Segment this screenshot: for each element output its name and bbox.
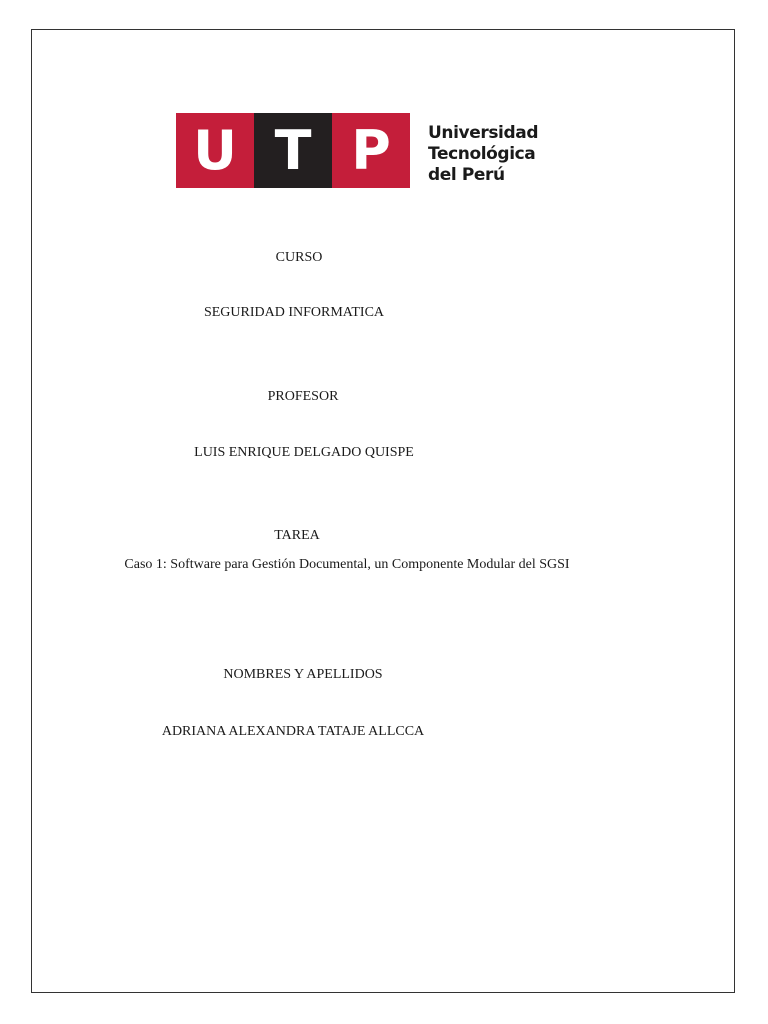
task-label: TAREA [274,528,320,543]
logo-letter-p: P [351,118,391,182]
utp-logo [176,113,539,188]
task-title: Caso 1: Software para Gestión Documental, un Componente Modular del SGSI [124,557,570,572]
logo-box-u [176,113,254,188]
logo-letter-t: T [274,118,312,182]
logo-text-line-2: Tecnológica [428,144,536,164]
student-label: NOMBRES Y APELLIDOS [223,667,383,682]
logo-box-t [254,113,332,188]
professor-name: LUIS ENRIQUE DELGADO QUISPE [194,445,414,460]
professor-label: PROFESOR [267,389,339,404]
course-label: CURSO [275,250,323,265]
logo-letter-u: U [193,118,237,182]
logo-text-line-1: Universidad [428,123,539,143]
logo-text-line-3: del Perú [428,165,505,185]
logo-wordmark [428,123,538,186]
student-name: ADRIANA ALEXANDRA TATAJE ALLCCA [161,724,425,739]
course-name: SEGURIDAD INFORMATICA [203,305,385,320]
logo-box-p [332,113,410,188]
